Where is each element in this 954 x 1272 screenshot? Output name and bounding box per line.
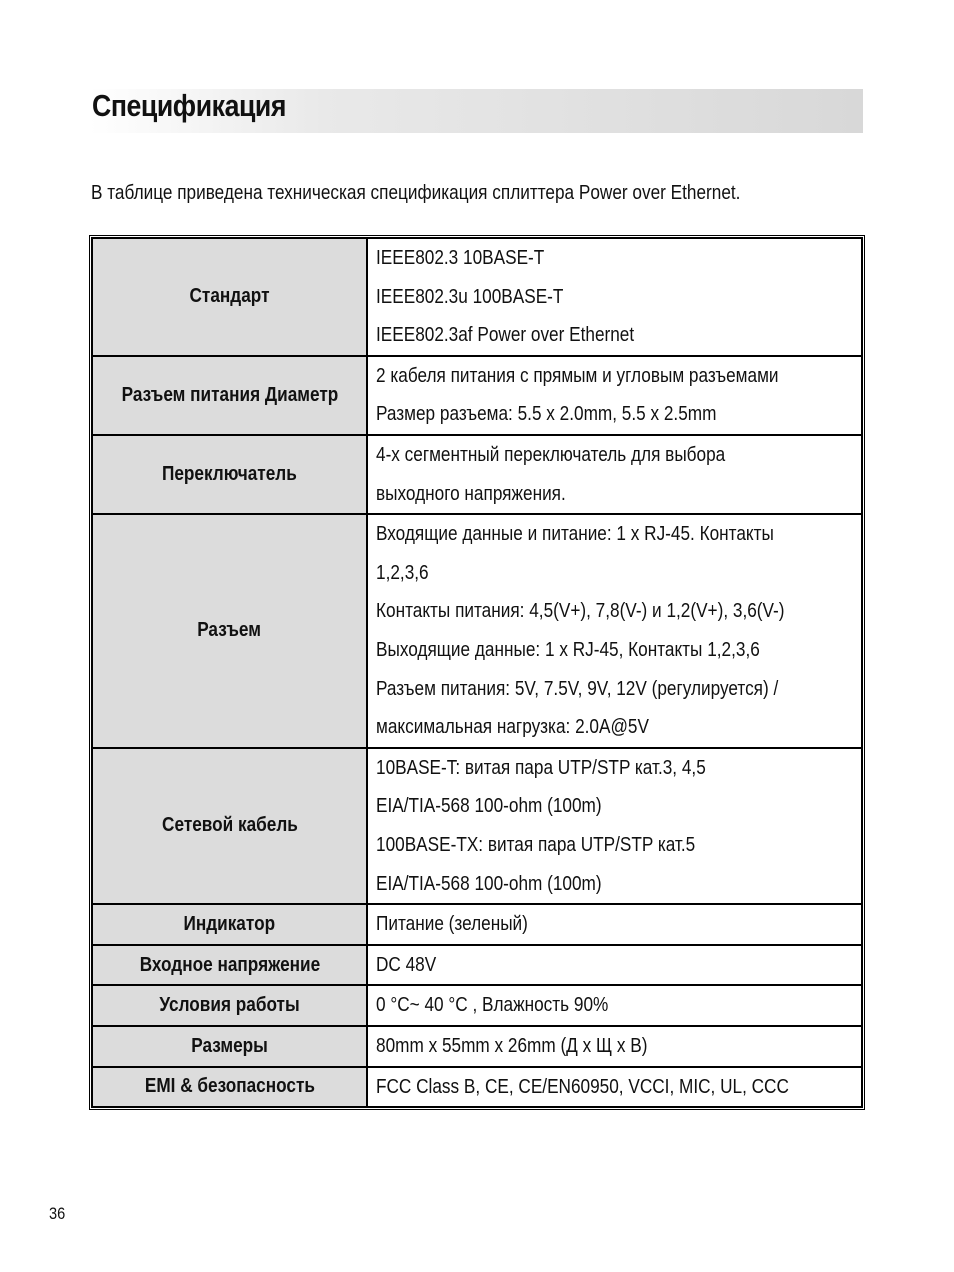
spec-value-line-wrap — [376, 395, 861, 434]
spec-value-line: 2 кабеля питания с прямым и угловым разъемами — [376, 364, 779, 387]
spec-label-cell — [92, 1067, 367, 1108]
spec-label-cell — [92, 904, 367, 945]
spec-row — [92, 904, 862, 945]
spec-row — [92, 435, 862, 514]
spec-label-cell — [92, 356, 367, 435]
spec-value-line: 4-x сегментный переключатель для выбора — [376, 443, 726, 466]
spec-row — [92, 356, 862, 435]
spec-value-line: 0 °C~ 40 °C , Влажность 90% — [376, 994, 609, 1017]
spec-label: Условия работы — [159, 994, 300, 1017]
spec-row — [92, 945, 862, 986]
intro-paragraph: В таблице приведена техническая спецификация сплиттера Power over Ethernet. — [91, 182, 741, 204]
spec-label: Входное напряжение — [139, 953, 320, 976]
spec-value-line: IEEE802.3 10BASE-T — [376, 247, 545, 269]
spec-value-line-wrap — [376, 986, 861, 1025]
spec-value-line: 10BASE-T: витая пара UTP/STP кат.3, 4,5 — [376, 756, 706, 779]
spec-value-line: Размер разъема: 5.5 x 2.0mm, 5.5 x 2.5mm — [376, 403, 717, 426]
spec-value-line: максимальная нагрузка: 2.0A@5V — [376, 716, 649, 739]
spec-label-cell — [92, 748, 367, 904]
spec-value-line-wrap — [376, 1027, 861, 1066]
spec-label: Размеры — [191, 1034, 268, 1057]
spec-table-body — [92, 238, 862, 1107]
page-title: Спецификация — [92, 88, 287, 123]
spec-value-line-wrap — [376, 708, 861, 747]
spec-value-line: DC 48V — [376, 953, 437, 976]
spec-value-cell — [367, 1067, 862, 1108]
spec-row — [92, 238, 862, 356]
spec-table — [91, 237, 863, 1108]
spec-value-cell — [367, 904, 862, 945]
spec-label: Сетевой кабель — [161, 814, 298, 837]
spec-value-line: IEEE802.3u 100BASE-T — [376, 285, 564, 308]
spec-value-line-wrap — [376, 787, 861, 826]
spec-value-line-wrap — [376, 749, 861, 788]
spec-value-cell — [367, 748, 862, 904]
spec-label-cell — [92, 945, 367, 986]
spec-value-line: выходного напряжения. — [376, 482, 566, 505]
spec-label: Разъем питания Диаметр — [121, 383, 338, 406]
spec-label: EMI & безопасность — [144, 1075, 315, 1098]
spec-label-cell — [92, 985, 367, 1026]
spec-value-cell — [367, 435, 862, 514]
spec-value-line: FCC Class B, CE, CE/EN60950, VCCI, MIC, UL, CCC — [376, 1075, 789, 1098]
spec-row — [92, 985, 862, 1026]
spec-row — [92, 1026, 862, 1067]
spec-value-line-wrap — [376, 239, 861, 278]
spec-value-line-wrap — [376, 357, 861, 396]
spec-value-cell — [367, 1026, 862, 1067]
spec-value-line-wrap — [376, 475, 861, 514]
spec-value-line: Входящие данные и питание: 1 x RJ-45. Контакты — [376, 523, 774, 546]
spec-value-line: Питание (зеленый) — [376, 913, 528, 936]
spec-value-line-wrap — [376, 1068, 861, 1107]
spec-value-line: 1,2,3,6 — [376, 561, 429, 584]
spec-value-cell — [367, 238, 862, 356]
spec-value-line: IEEE802.3af Power over Ethernet — [376, 324, 635, 347]
spec-label: Разъем — [197, 619, 262, 642]
spec-row — [92, 1067, 862, 1108]
spec-value-cell — [367, 514, 862, 748]
spec-value-cell — [367, 945, 862, 986]
title-bar — [90, 89, 863, 133]
spec-value-line: 100BASE-TX: витая пара UTP/STP кат.5 — [376, 833, 696, 856]
spec-row — [92, 514, 862, 748]
spec-value-line-wrap — [376, 554, 861, 593]
spec-label: Стандарт — [189, 285, 270, 308]
spec-value-cell — [367, 356, 862, 435]
spec-value-cell — [367, 985, 862, 1026]
spec-value-line: Контакты питания: 4,5(V+), 7,8(V-) и 1,2(V+), 3,6(V-) — [376, 600, 785, 623]
spec-label-cell — [92, 1026, 367, 1067]
spec-label: Индикатор — [183, 912, 276, 935]
spec-value-line-wrap — [376, 865, 861, 904]
spec-value-line-wrap — [376, 592, 861, 631]
spec-value-line-wrap — [376, 946, 861, 985]
spec-value-line-wrap — [376, 826, 861, 865]
spec-value-line-wrap — [376, 631, 861, 670]
spec-value-line-wrap — [376, 905, 861, 944]
spec-label: Переключатель — [162, 463, 297, 486]
spec-value-line: 80mm x 55mm x 26mm (Д x Щ x В) — [376, 1034, 648, 1057]
spec-value-line-wrap — [376, 436, 861, 475]
page-number: 36 — [49, 1204, 66, 1223]
spec-value-line: EIA/TIA-568 100-ohm (100m) — [376, 872, 602, 895]
spec-value-line-wrap — [376, 670, 861, 709]
spec-value-line: Разъем питания: 5V, 7.5V, 9V, 12V (регулируется) / — [376, 677, 779, 700]
spec-label-cell — [92, 238, 367, 356]
spec-value-line-wrap — [376, 278, 861, 317]
spec-label-cell — [92, 514, 367, 748]
spec-value-line: Выходящие данные: 1 x RJ-45, Контакты 1,2,3,6 — [376, 638, 760, 661]
spec-label-cell — [92, 435, 367, 514]
spec-row — [92, 748, 862, 904]
spec-value-line: EIA/TIA-568 100-ohm (100m) — [376, 795, 602, 818]
spec-value-line-wrap — [376, 316, 861, 355]
spec-value-line-wrap — [376, 515, 861, 554]
